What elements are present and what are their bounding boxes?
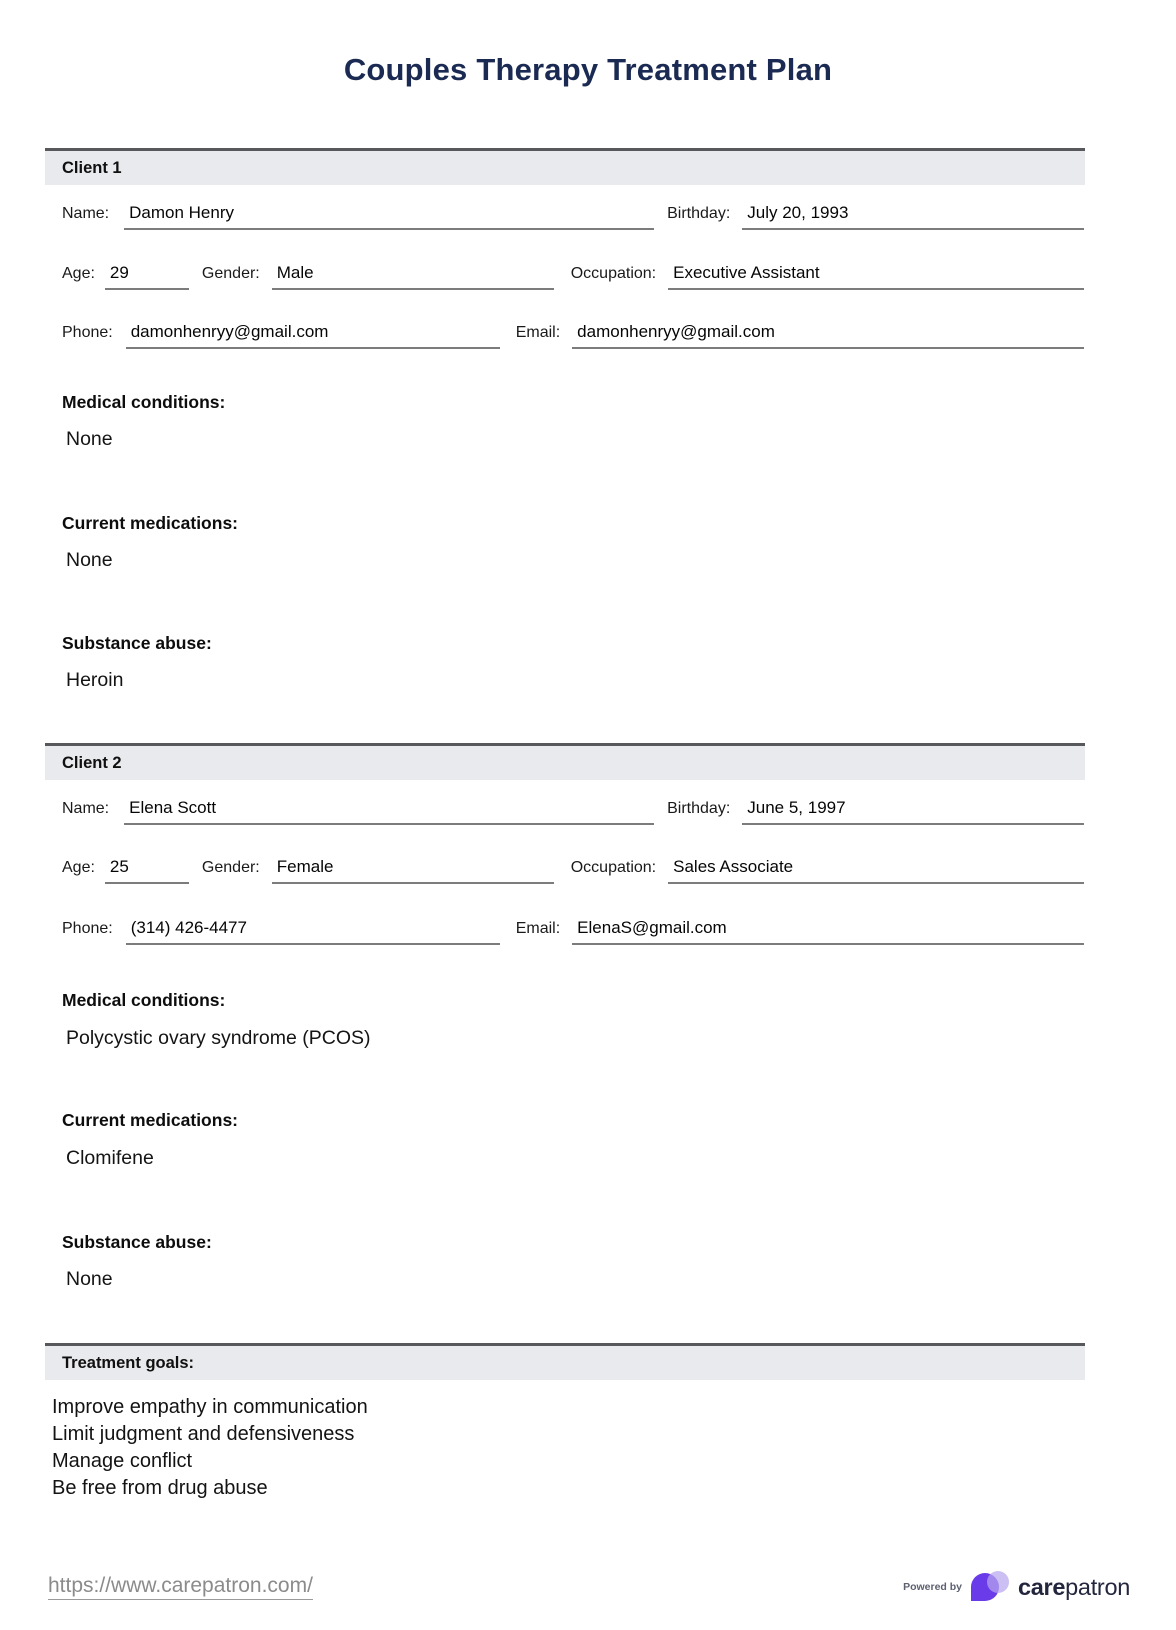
client1-email-label: Email: — [515, 324, 561, 341]
section-header-client1 — [45, 148, 1085, 185]
section-header-treatment-goals — [45, 1343, 1085, 1380]
client1-demographics-row — [62, 256, 1084, 290]
client1-occupation-field[interactable]: Executive Assistant — [668, 263, 1084, 290]
section-title-treatment-goals: Treatment goals: — [62, 1354, 195, 1372]
client1-birthday-field[interactable]: July 20, 1993 — [742, 203, 1084, 230]
section-title-client2: Client 2 — [62, 754, 122, 772]
client2-medical-conditions-value[interactable]: Polycystic ovary syndrome (PCOS) — [66, 1027, 371, 1049]
client1-occupation-label: Occupation: — [570, 265, 657, 282]
client2-birthday-label: Birthday: — [667, 800, 731, 817]
client2-substance-abuse-value[interactable]: None — [66, 1268, 113, 1290]
client1-phone-label: Phone: — [62, 324, 113, 341]
client2-current-medications-label: Current medications: — [62, 1110, 238, 1130]
wordmark-care: care — [1018, 1573, 1066, 1600]
client1-birthday-label: Birthday: — [667, 205, 731, 222]
client1-medical-conditions-value[interactable]: None — [66, 428, 113, 450]
client1-phone-field[interactable]: damonhenryy@gmail.com — [126, 322, 500, 349]
client2-phone-field[interactable]: (314) 426-4477 — [126, 918, 500, 945]
client1-medical-conditions-label: Medical conditions: — [62, 392, 226, 412]
client1-name-row — [62, 196, 1084, 230]
client2-email-label: Email: — [515, 920, 561, 937]
carepatron-wordmark — [1018, 1574, 1130, 1601]
client2-birthday-field[interactable]: June 5, 1997 — [742, 798, 1084, 825]
client1-substance-abuse-label: Substance abuse: — [62, 633, 212, 653]
client2-gender-field[interactable]: Female — [272, 857, 554, 884]
treatment-goals-list[interactable] — [52, 1394, 368, 1502]
client1-email-field[interactable]: damonhenryy@gmail.com — [572, 322, 1084, 349]
client2-demographics-row — [62, 850, 1084, 884]
client2-email-field[interactable]: ElenaS@gmail.com — [572, 918, 1084, 945]
client1-age-field[interactable]: 29 — [105, 263, 189, 290]
client2-medical-conditions-label: Medical conditions: — [62, 990, 226, 1010]
client2-occupation-label: Occupation: — [570, 859, 657, 876]
client1-age-label: Age: — [62, 265, 95, 282]
client2-occupation-field[interactable]: Sales Associate — [668, 857, 1084, 884]
client1-gender-field[interactable]: Male — [272, 263, 554, 290]
client2-age-field[interactable]: 25 — [105, 857, 189, 884]
client1-contact-row — [62, 315, 1084, 349]
goal-item: Improve empathy in communication — [52, 1396, 368, 1418]
client2-name-field[interactable]: Elena Scott — [124, 798, 654, 825]
client2-name-row — [62, 791, 1084, 825]
client2-substance-abuse-label: Substance abuse: — [62, 1232, 212, 1252]
client1-gender-label: Gender: — [201, 265, 260, 282]
client1-substance-abuse-value[interactable]: Heroin — [66, 669, 124, 691]
wordmark-patron: patron — [1065, 1573, 1130, 1600]
goal-item: Manage conflict — [52, 1450, 193, 1472]
client1-name-field[interactable]: Damon Henry — [124, 203, 654, 230]
goal-item: Be free from drug abuse — [52, 1477, 268, 1499]
goal-item: Limit judgment and defensiveness — [52, 1423, 355, 1445]
carepatron-logo-icon — [971, 1570, 1009, 1604]
client2-contact-row — [62, 911, 1084, 945]
client2-phone-label: Phone: — [62, 920, 113, 937]
carepatron-brand — [903, 1570, 1130, 1604]
client1-current-medications-label: Current medications: — [62, 513, 238, 533]
client2-name-label: Name: — [62, 800, 110, 817]
section-header-client2 — [45, 743, 1085, 780]
powered-by-label: Powered by — [903, 1581, 962, 1593]
client2-current-medications-value[interactable]: Clomifene — [66, 1147, 154, 1169]
client2-age-label: Age: — [62, 859, 95, 876]
client1-name-label: Name: — [62, 205, 110, 222]
page-title: Couples Therapy Treatment Plan — [343, 52, 833, 87]
logo-circle-shape — [987, 1571, 1009, 1593]
client2-gender-label: Gender: — [201, 859, 260, 876]
client1-current-medications-value[interactable]: None — [66, 549, 113, 571]
footer-url-link[interactable]: https://www.carepatron.com/ — [48, 1574, 313, 1600]
section-title-client1: Client 1 — [62, 159, 122, 177]
